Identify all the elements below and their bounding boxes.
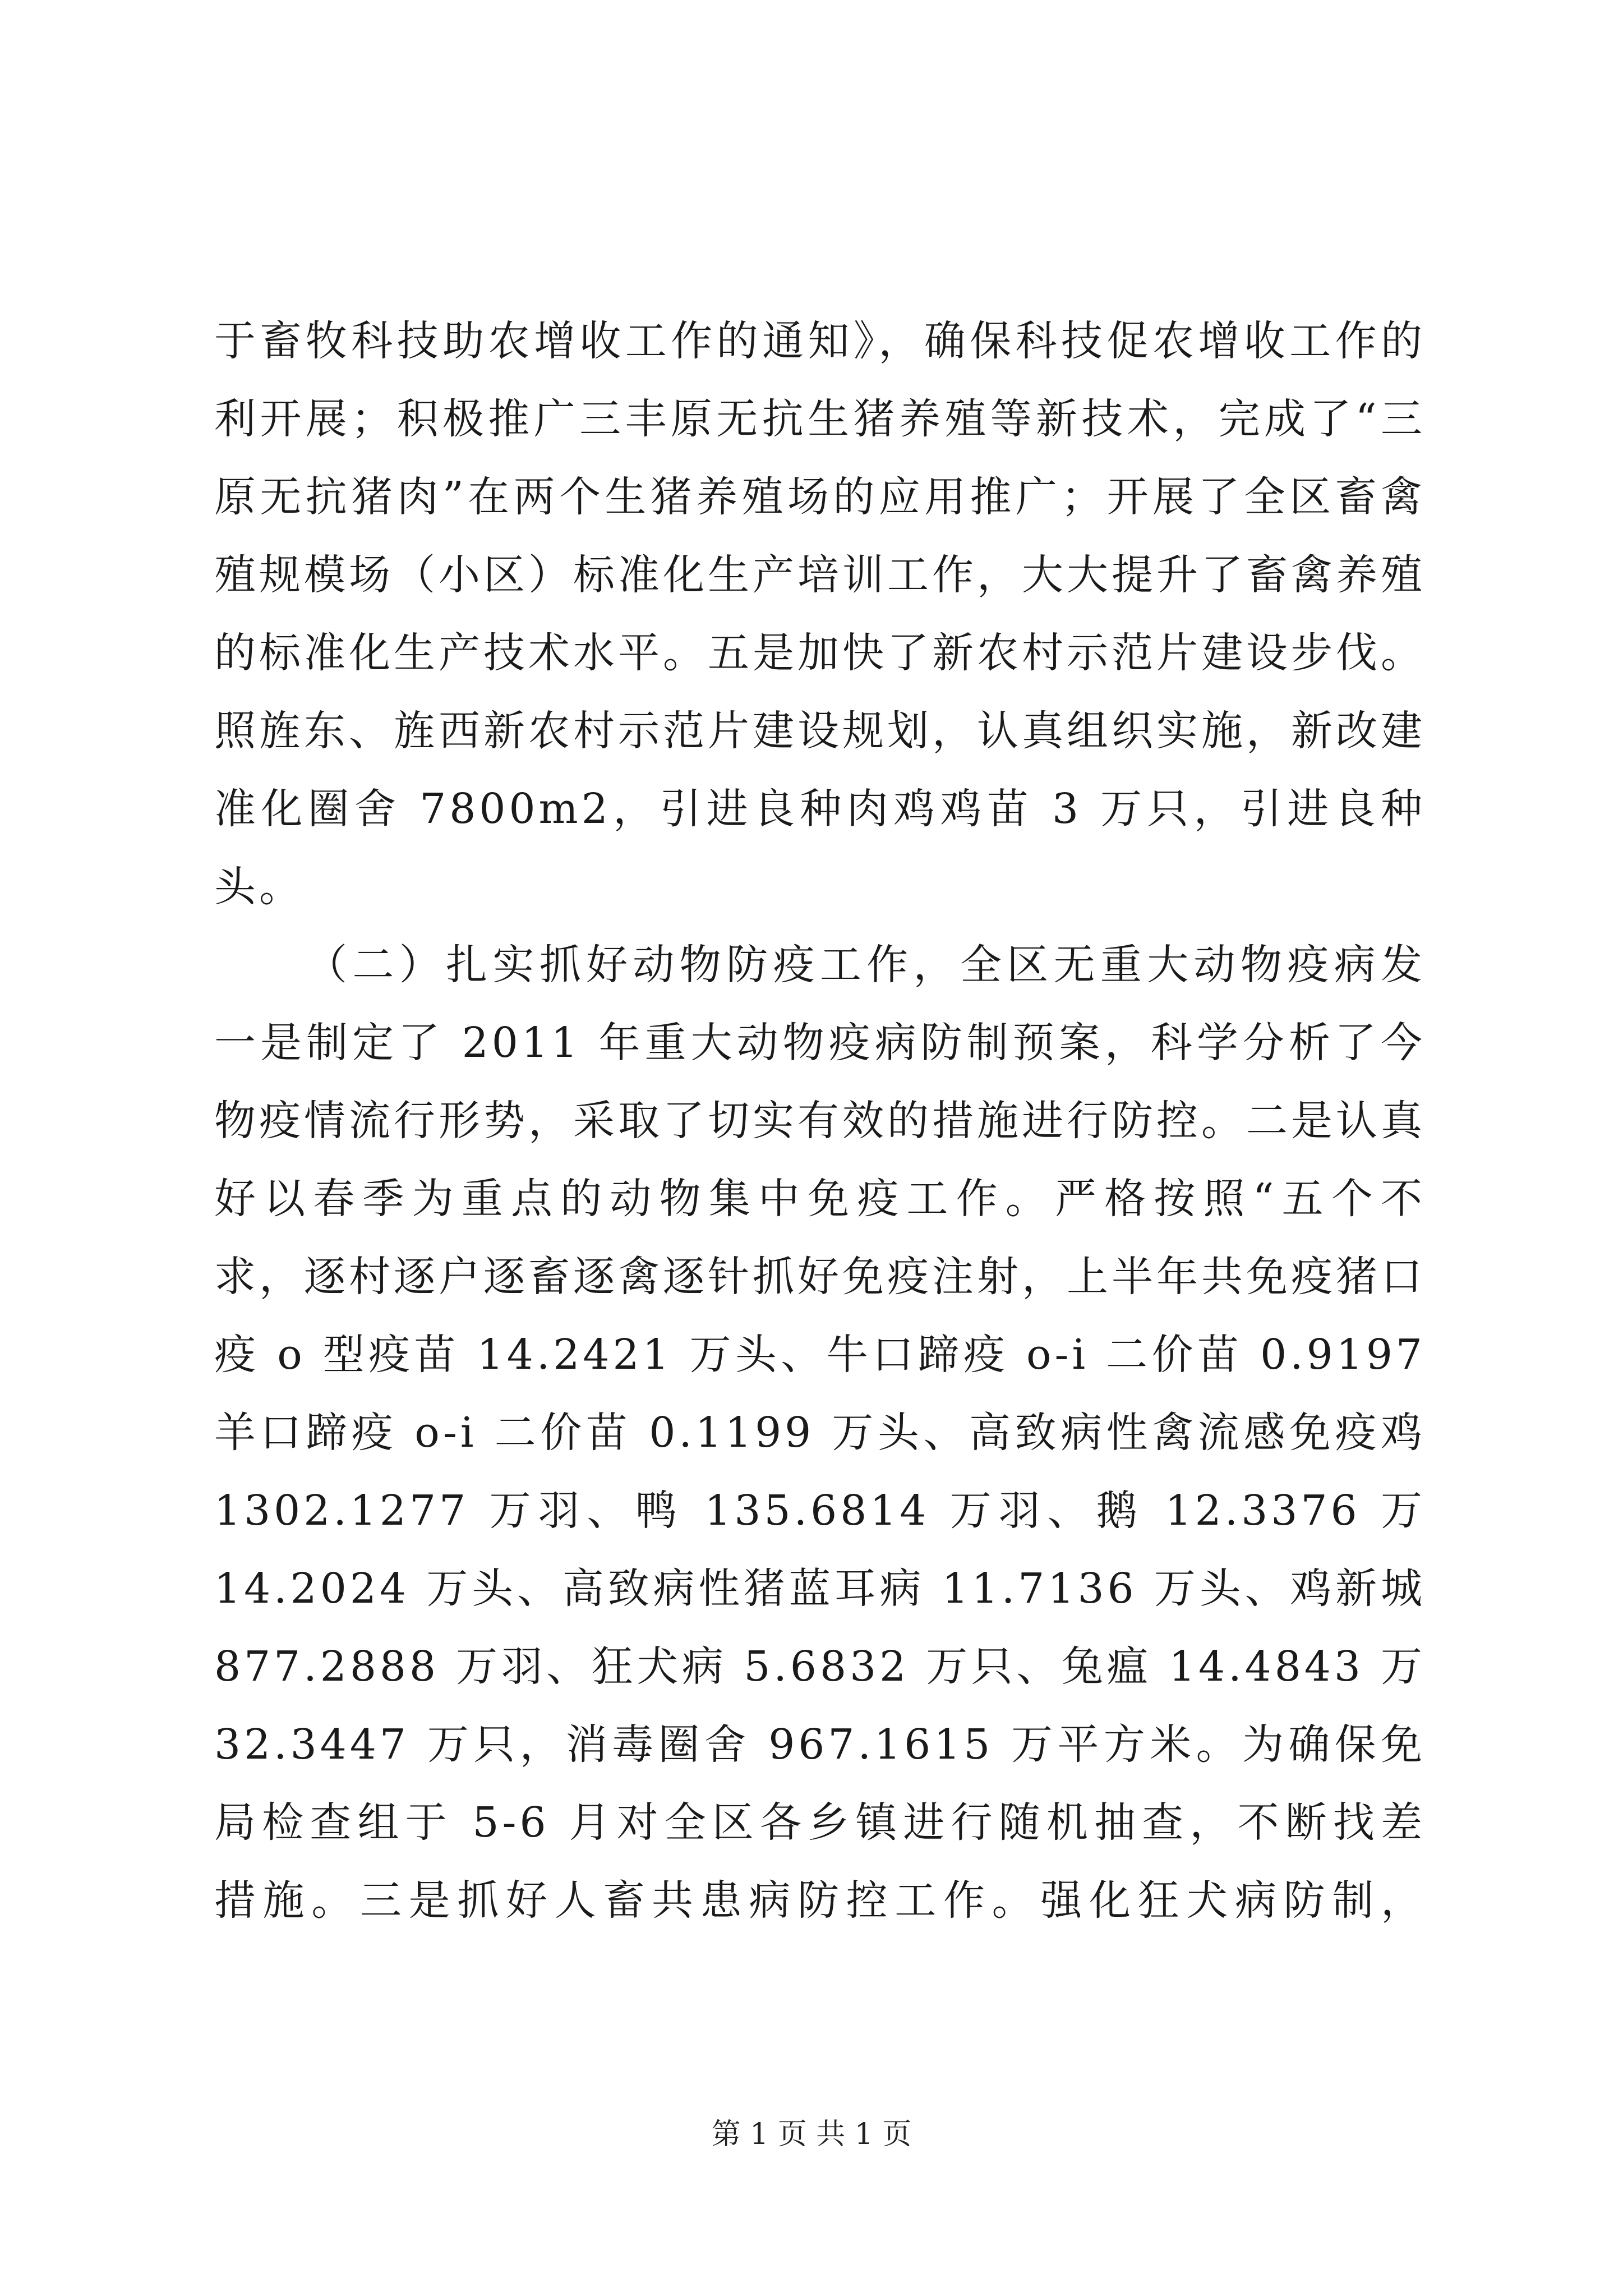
- text-line: 32.3447 万只，消毒圈舍 967.1615 万平方米。为确保免: [214, 1720, 1426, 1769]
- text-line: 利开展；积极推广三丰原无抗生猪养殖等新技术，完成了“三: [214, 395, 1426, 443]
- text-line: 措施。三是抓好人畜共患病防控工作。强化狂犬病防制，: [214, 1876, 1426, 1925]
- text-line: 物疫情流行形势，采取了切实有效的措施进行防控。二是认真: [214, 1097, 1426, 1145]
- text-line: 于畜牧科技助农增收工作的通知》，确保科技促农增收工作的: [214, 317, 1426, 365]
- text-line: 殖规模场（小区）标准化生产培训工作，大大提升了畜禽养殖: [214, 551, 1426, 599]
- text-line: 14.2024 万头、高致病性猪蓝耳病 11.7136 万头、鸡新城: [214, 1565, 1426, 1613]
- text-line: 一是制定了 2011 年重大动物疫病防制预案，科学分析了今: [214, 1019, 1426, 1067]
- text-line: 的标准化生产技术水平。五是加快了新农村示范片建设步伐。: [214, 629, 1426, 677]
- text-line: 头。: [214, 863, 304, 911]
- text-line: 羊口蹄疫 o-i 二价苗 0.1199 万头、高致病性禽流感免疫鸡: [214, 1409, 1426, 1457]
- text-line: 1302.1277 万羽、鸭 135.6814 万羽、鹅 12.3376 万: [214, 1487, 1426, 1535]
- text-line: 877.2888 万羽、狂犬病 5.6832 万只、兔瘟 14.4843 万: [214, 1642, 1426, 1691]
- text-line: 原无抗猪肉”在两个生猪养殖场的应用推广；开展了全区畜禽: [214, 473, 1426, 521]
- text-line: 求，逐村逐户逐畜逐禽逐针抓好免疫注射，上半年共免疫猪口: [214, 1253, 1426, 1301]
- section-heading-line: （二）扎实抓好动物防疫工作，全区无重大动物疫病发: [306, 941, 1426, 989]
- text-line: 局检查组于 5-6 月对全区各乡镇进行随机抽查，不断找差: [214, 1798, 1426, 1847]
- text-line: 准化圈舍 7800m2，引进良种肉鸡鸡苗 3 万只，引进良种: [214, 785, 1426, 833]
- text-line: 好以春季为重点的动物集中免疫工作。严格按照“五个不: [214, 1175, 1426, 1223]
- page-footer: 第 1 页 共 1 页: [711, 2118, 912, 2151]
- text-line: 疫 o 型疫苗 14.2421 万头、牛口蹄疫 o-i 二价苗 0.9197: [214, 1331, 1426, 1379]
- text-line: 照旌东、旌西新农村示范片建设规划，认真组织实施，新改建: [214, 707, 1426, 755]
